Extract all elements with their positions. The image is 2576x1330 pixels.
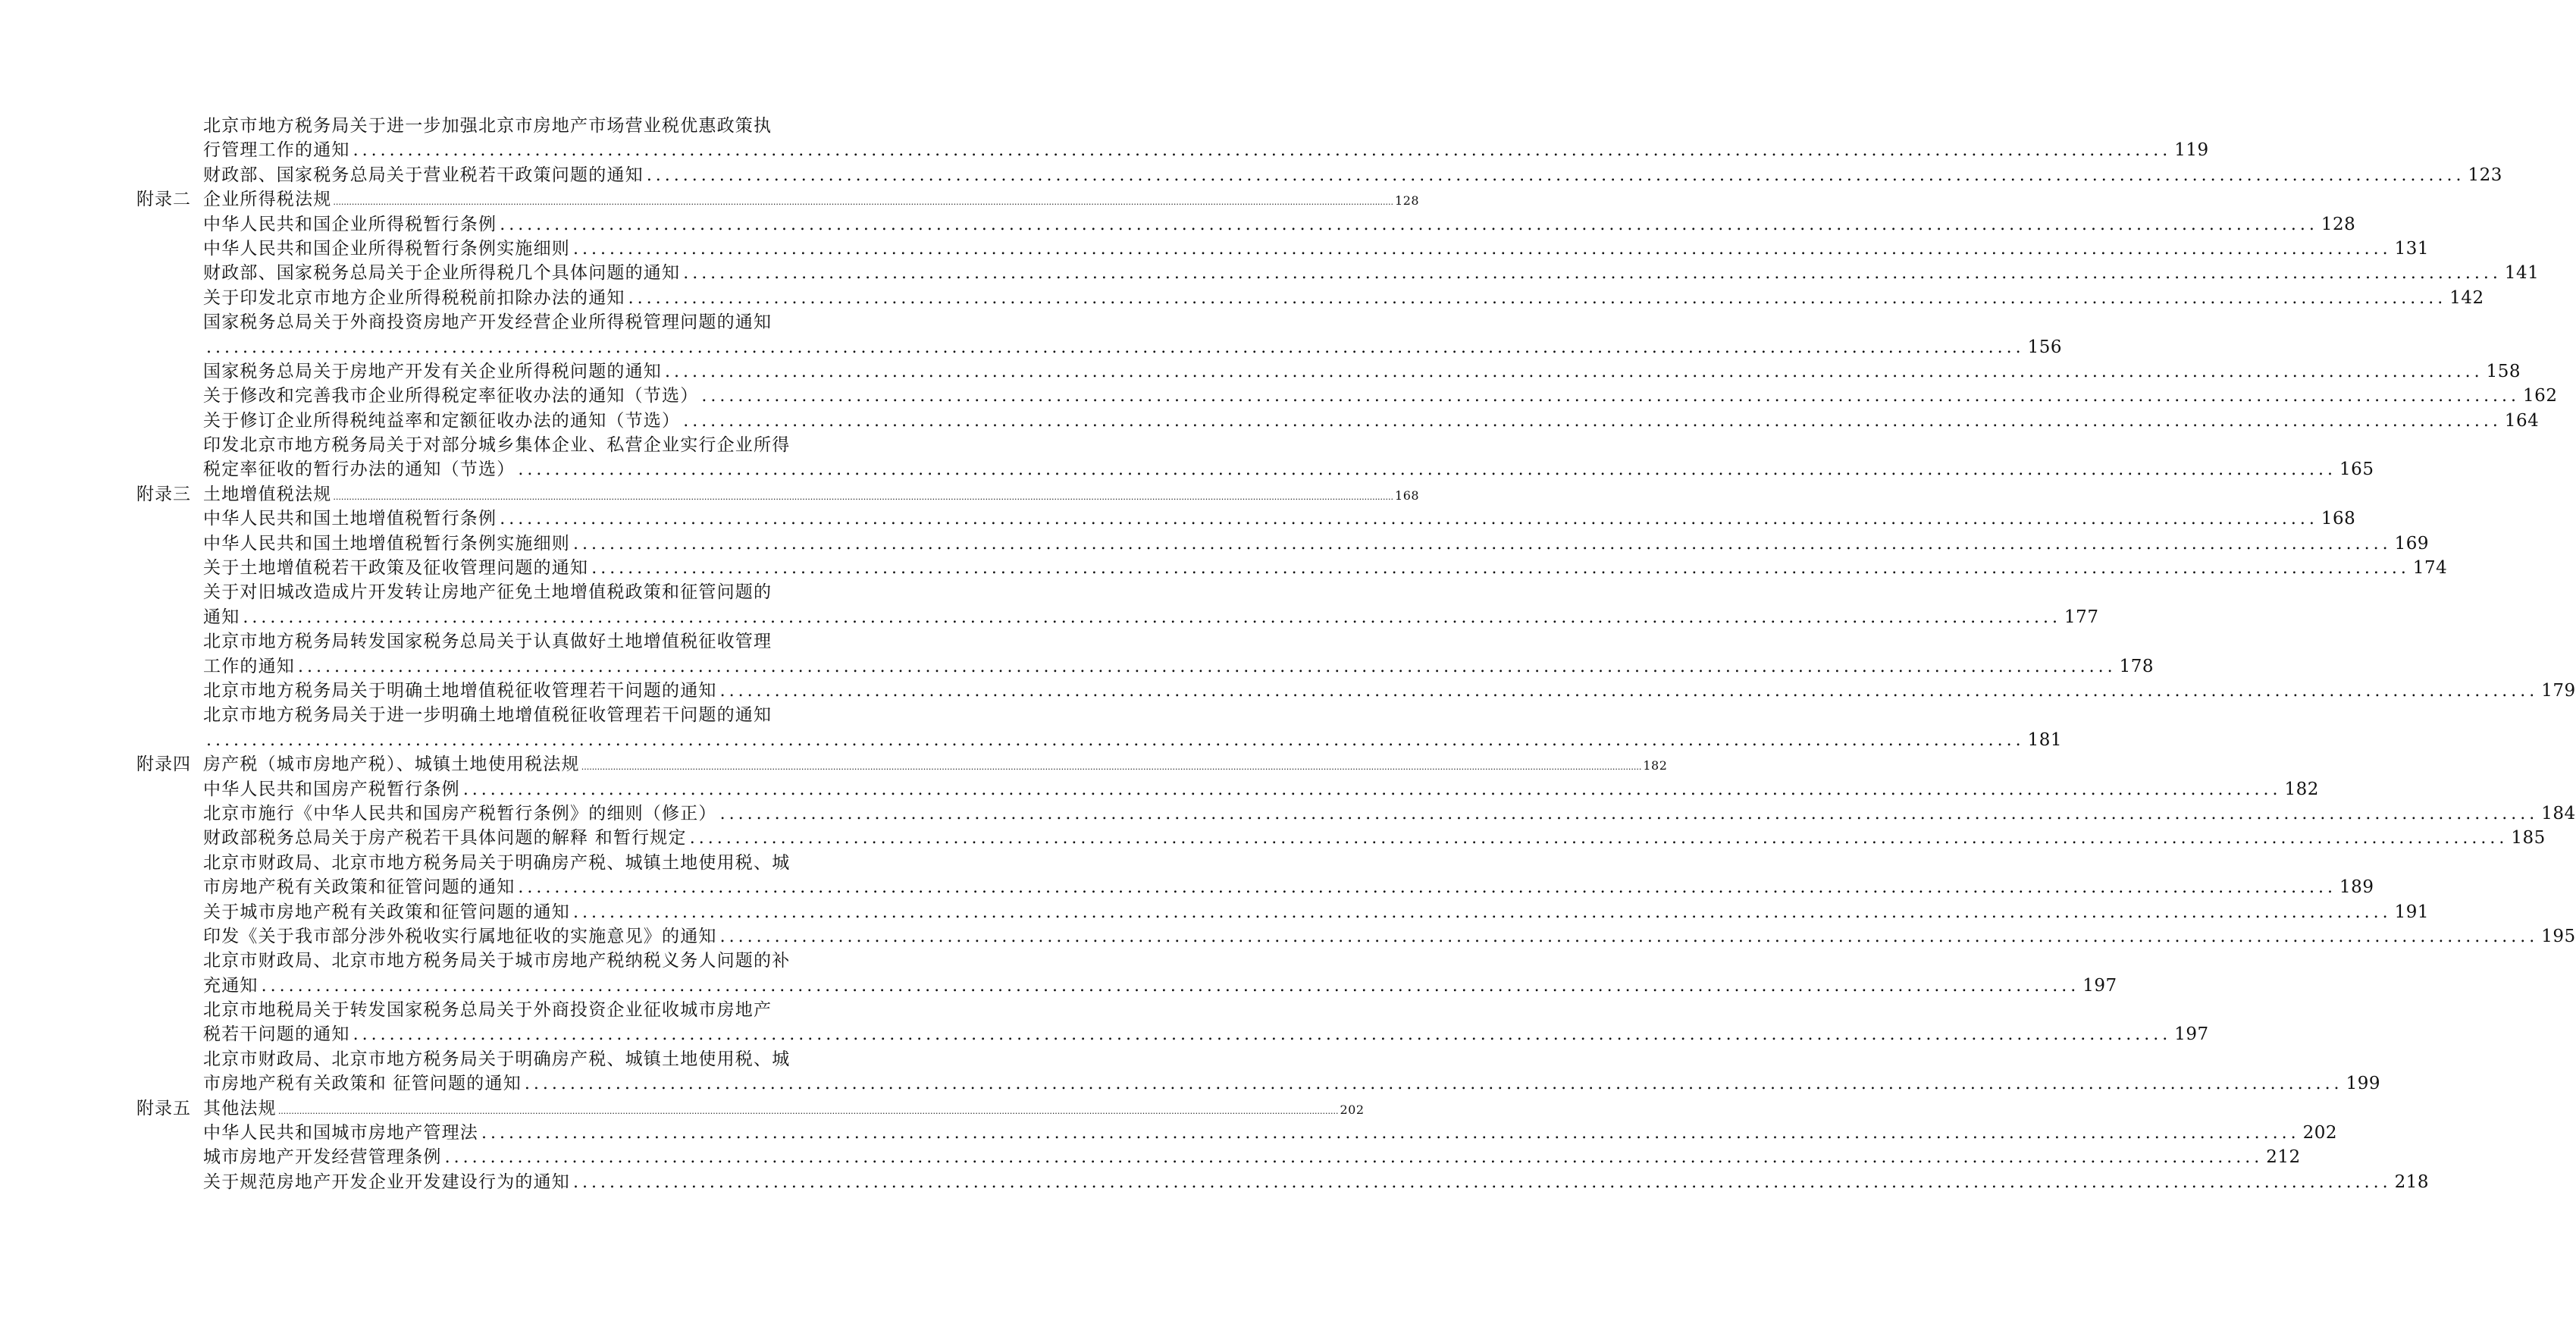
entry-text-row bbox=[203, 507, 2356, 532]
entry-text-row bbox=[203, 237, 2430, 262]
page-number: 184 bbox=[2541, 803, 2576, 823]
entry-title: 北京市地方税务局关于明确土地增值税征收管理若干问题的通知 bbox=[203, 680, 717, 701]
entry-text-row bbox=[203, 654, 2155, 679]
entry-text-row bbox=[203, 138, 2209, 163]
entry-title: 国家税务总局关于房地产开发有关企业所得税问题的通知 bbox=[203, 361, 662, 381]
entry-title: 其他法规 bbox=[203, 1098, 277, 1118]
entry-text-row bbox=[203, 949, 804, 973]
dot-leader: ........................................................................................................................................................................................................ bbox=[481, 1124, 2300, 1143]
entry-text-row bbox=[203, 1096, 1365, 1124]
toc-entry-line bbox=[136, 532, 2430, 556]
dot-leader: ........................................................................................................................................................................................................ bbox=[298, 657, 2117, 676]
dot-leader: ........................................................................................................................................................................................................ bbox=[573, 1172, 2392, 1192]
toc-entry-line bbox=[136, 163, 2502, 187]
entry-title: 北京市财政局、北京市地方税务局关于明确房产税、城镇土地使用税、城 bbox=[203, 1049, 791, 1069]
entry-text-row bbox=[203, 801, 2576, 827]
entry-text-row bbox=[203, 1170, 2430, 1195]
page-number: 182 bbox=[1643, 758, 1668, 773]
entry-title: 中华人民共和国房产税暂行条例 bbox=[203, 779, 460, 799]
entry-title: 税若干问题的通知 bbox=[203, 1024, 350, 1045]
entry-title: 行管理工作的通知 bbox=[203, 140, 350, 161]
entry-title: 关于修订企业所得税纯益率和定额征收办法的通知（节选） bbox=[203, 410, 681, 431]
toc-entry-line bbox=[136, 1170, 2430, 1194]
entry-text-row bbox=[203, 777, 2319, 802]
entry-text-row bbox=[203, 703, 804, 727]
page-number: 123 bbox=[2468, 165, 2502, 185]
entry-title: 中华人民共和国土地增值税暂行条例实施细则 bbox=[203, 533, 570, 554]
entry-text-row bbox=[203, 409, 2540, 434]
entry-title: 税定率征收的暂行办法的通知（节选） bbox=[203, 460, 516, 480]
entry-title: 充通知 bbox=[203, 975, 259, 996]
entry-text-row bbox=[203, 457, 2374, 482]
dot-leader: ........................................................................................................................................................................................................ bbox=[243, 607, 2062, 627]
dot-leader: ................................................................................................................................................................................................................................................................................................................................................................................................................ bbox=[333, 491, 1394, 502]
entry-title: 印发北京市地方税务局关于对部分城乡集体企业、私营企业实行企业所得 bbox=[203, 435, 791, 456]
page-number: 218 bbox=[2394, 1172, 2430, 1192]
toc-entry-line bbox=[136, 310, 804, 334]
dot-leader: ........................................................................................................................................................................................................ bbox=[206, 730, 2025, 750]
page-number: 164 bbox=[2504, 410, 2540, 431]
dot-leader: ........................................................................................................................................................................................................ bbox=[524, 1074, 2343, 1094]
toc-entry-line bbox=[136, 433, 804, 457]
entry-title: 关于对旧城改造成片开发转让房地产征免土地增值税政策和征管问题的 bbox=[203, 582, 772, 603]
toc-entry-line bbox=[136, 777, 2319, 801]
dot-leader: ................................................................................................................................................................................................................................................................................................................................................................................................................ bbox=[277, 1106, 1339, 1116]
entry-text-row bbox=[203, 924, 2576, 949]
page-number: 182 bbox=[2284, 779, 2319, 799]
page-number: 197 bbox=[2174, 1024, 2209, 1045]
entry-title: 北京市地税局关于转发国家税务总局关于外商投资企业征收城市房地产 bbox=[203, 1000, 772, 1021]
entry-text-row bbox=[203, 998, 804, 1022]
page-number: 128 bbox=[1395, 193, 1420, 209]
toc-entry-line bbox=[136, 138, 2209, 162]
appendix-label: 附录四 bbox=[136, 754, 191, 775]
entry-text-row bbox=[203, 679, 2576, 704]
page-number: 141 bbox=[2504, 263, 2540, 284]
entry-text-row bbox=[203, 752, 1668, 779]
toc-entry-line bbox=[136, 286, 2484, 310]
page-number: 181 bbox=[2027, 729, 2063, 750]
toc-entry-line bbox=[136, 261, 2540, 285]
entry-text-row bbox=[203, 1047, 804, 1071]
entry-text-row bbox=[203, 1022, 2209, 1047]
toc-entry-line bbox=[136, 1071, 2380, 1096]
page-number: 162 bbox=[2523, 386, 2558, 406]
dot-leader: ........................................................................................................................................................................................................ bbox=[573, 239, 2392, 259]
dot-leader: ........................................................................................................................................................................................................ bbox=[518, 460, 2337, 480]
entry-title: 房产税（城市房地产税）、城镇土地使用税法规 bbox=[203, 754, 580, 775]
entry-text-row bbox=[203, 875, 2374, 900]
dot-leader: ........................................................................................................................................................................................................ bbox=[573, 902, 2392, 922]
page-number: 199 bbox=[2346, 1074, 2380, 1094]
dot-leader: ........................................................................................................................................................................................................ bbox=[206, 337, 2025, 357]
toc-section-line bbox=[136, 752, 1668, 776]
entry-title: 土地增值税法规 bbox=[203, 484, 332, 504]
appendix-label: 附录五 bbox=[136, 1098, 191, 1118]
entry-title: 中华人民共和国企业所得税暂行条例实施细则 bbox=[203, 238, 570, 259]
toc-entry-line bbox=[136, 949, 804, 973]
entry-text-row bbox=[203, 286, 2484, 311]
entry-text-row bbox=[203, 114, 804, 138]
dot-leader: ........................................................................................................................................................................................................ bbox=[518, 878, 2337, 898]
toc-entry-line bbox=[136, 114, 804, 138]
entry-title: 北京市施行《中华人民共和国房产税暂行条例》的细则（修正） bbox=[203, 803, 717, 823]
entry-text-row bbox=[203, 900, 2430, 925]
toc-entry-line bbox=[136, 359, 2521, 384]
toc-entry-line bbox=[136, 974, 2117, 998]
dot-leader: ........................................................................................................................................................................................................ bbox=[646, 165, 2465, 185]
page-number: 119 bbox=[2174, 140, 2209, 161]
entry-title: 城市房地产开发经营管理条例 bbox=[203, 1147, 442, 1168]
page-number: 177 bbox=[2064, 607, 2099, 627]
entry-title: 财政部税务总局关于房产税若干具体问题的解释 和暂行规定 bbox=[203, 828, 687, 849]
toc-entry-line bbox=[136, 629, 804, 654]
entry-title: 中华人民共和国土地增值税暂行条例 bbox=[203, 509, 497, 529]
toc-entry-line bbox=[136, 237, 2430, 261]
page-number: 168 bbox=[2321, 509, 2356, 529]
toc-entry-line bbox=[136, 826, 2546, 850]
dot-leader: ........................................................................................................................................................................................................ bbox=[719, 927, 2539, 946]
entry-title: 国家税务总局关于外商投资房地产开发经营企业所得税管理问题的通知 bbox=[203, 312, 772, 333]
entry-text-row bbox=[203, 851, 804, 875]
entry-title: 北京市地方税务局关于进一步加强北京市房地产市场营业税优惠政策执 bbox=[203, 116, 772, 136]
dot-leader: ........................................................................................................................................................................................................ bbox=[628, 288, 2447, 308]
entry-text-row bbox=[203, 384, 2558, 409]
toc-entry-line bbox=[136, 1121, 2338, 1145]
toc-entry-line bbox=[136, 924, 2576, 949]
dot-leader: ........................................................................................................................................................................................................ bbox=[573, 534, 2392, 554]
toc-entry-line bbox=[136, 605, 2099, 629]
dot-leader: ........................................................................................................................................................................................................ bbox=[719, 681, 2539, 701]
entry-text-row bbox=[203, 310, 804, 334]
entry-text-row bbox=[203, 335, 2063, 360]
dot-leader: ........................................................................................................................................................................................................ bbox=[689, 829, 2509, 849]
entry-title: 工作的通知 bbox=[203, 656, 295, 676]
entry-title: 关于土地增值税若干政策及征收管理问题的通知 bbox=[203, 558, 589, 579]
toc-entry-line bbox=[136, 457, 2374, 481]
entry-text-row bbox=[203, 556, 2448, 581]
entry-title: 北京市财政局、北京市地方税务局关于明确房产税、城镇土地使用税、城 bbox=[203, 852, 791, 873]
dot-leader: ........................................................................................................................................................................................................ bbox=[701, 387, 2521, 406]
entry-text-row bbox=[203, 629, 804, 654]
dot-leader: ........................................................................................................................................................................................................ bbox=[665, 362, 2484, 381]
entry-title: 通知 bbox=[203, 607, 240, 627]
dot-leader: ................................................................................................................................................................................................................................................................................................................................................................................................................ bbox=[581, 762, 1642, 773]
entry-text-row bbox=[203, 433, 804, 457]
entry-title: 北京市财政局、北京市地方税务局关于城市房地产税纳税义务人问题的补 bbox=[203, 951, 791, 971]
page-number: 158 bbox=[2486, 361, 2521, 381]
toc-entry-line bbox=[136, 384, 2558, 408]
entry-text-row bbox=[203, 212, 2356, 237]
toc-entry-line bbox=[136, 1145, 2301, 1169]
dot-leader: ........................................................................................................................................................................................................ bbox=[500, 215, 2318, 234]
toc-entry-line bbox=[136, 703, 804, 727]
page-number: 142 bbox=[2449, 287, 2484, 308]
page-number: 197 bbox=[2082, 975, 2117, 996]
toc-entry-line bbox=[136, 1022, 2209, 1046]
toc-entry-line bbox=[136, 1047, 804, 1071]
entry-text-row bbox=[203, 605, 2099, 630]
entry-text-row bbox=[203, 580, 804, 604]
entry-title: 印发《关于我市部分涉外税收实行属地征收的实施意见》的通知 bbox=[203, 926, 717, 946]
page-number: 202 bbox=[2302, 1123, 2338, 1143]
toc-section-line bbox=[136, 1096, 1365, 1121]
dot-leader: ........................................................................................................................................................................................................ bbox=[353, 1025, 2172, 1045]
toc-entry-line bbox=[136, 212, 2356, 237]
dot-leader: ................................................................................................................................................................................................................................................................................................................................................................................................................ bbox=[333, 197, 1394, 208]
dot-leader: ........................................................................................................................................................................................................ bbox=[261, 976, 2080, 996]
toc-entry-line bbox=[136, 556, 2448, 580]
toc-entry-line bbox=[136, 335, 2063, 359]
page-number: 165 bbox=[2339, 460, 2374, 480]
dot-leader: ........................................................................................................................................................................................................ bbox=[683, 264, 2502, 284]
dot-leader: ........................................................................................................................................................................................................ bbox=[683, 411, 2502, 431]
toc-entry-line bbox=[136, 728, 2063, 752]
toc-entry-line bbox=[136, 851, 804, 875]
entry-text-row bbox=[203, 1145, 2301, 1170]
toc-section-line bbox=[136, 187, 1420, 212]
appendix-label: 附录三 bbox=[136, 484, 191, 504]
entry-title: 关于修改和完善我市企业所得税定率征收办法的通知（节选） bbox=[203, 386, 699, 406]
entry-title: 企业所得税法规 bbox=[203, 190, 332, 210]
toc-entry-line bbox=[136, 654, 2155, 679]
entry-text-row bbox=[203, 359, 2521, 384]
entry-title: 财政部、国家税务总局关于企业所得税几个具体问题的通知 bbox=[203, 263, 681, 284]
entry-text-row bbox=[203, 728, 2063, 753]
page-number: 156 bbox=[2027, 337, 2063, 357]
page-number: 179 bbox=[2541, 680, 2576, 701]
entry-title: 市房地产税有关政策和征管问题的通知 bbox=[203, 877, 516, 898]
entry-title: 中华人民共和国城市房地产管理法 bbox=[203, 1123, 478, 1143]
entry-text-row bbox=[203, 482, 1420, 510]
toc-entry-line bbox=[136, 998, 804, 1022]
dot-leader: ........................................................................................................................................................................................................ bbox=[444, 1148, 2264, 1168]
entry-title: 市房地产税有关政策和 征管问题的通知 bbox=[203, 1074, 522, 1094]
dot-leader: ........................................................................................................................................................................................................ bbox=[591, 559, 2410, 579]
dot-leader: ........................................................................................................................................................................................................ bbox=[353, 141, 2172, 161]
entry-text-row bbox=[203, 974, 2117, 999]
entry-text-row bbox=[203, 532, 2430, 557]
entry-text-row bbox=[203, 1071, 2380, 1096]
dot-leader: ........................................................................................................................................................................................................ bbox=[462, 779, 2282, 799]
toc-page bbox=[136, 114, 2576, 1194]
toc-entry-line bbox=[136, 801, 2576, 826]
entry-title: 北京市地方税务局转发国家税务总局关于认真做好土地增值税征收管理 bbox=[203, 632, 772, 652]
entry-text-row bbox=[203, 1121, 2338, 1146]
entry-text-row bbox=[203, 187, 1420, 215]
dot-leader: ........................................................................................................................................................................................................ bbox=[719, 804, 2539, 823]
dot-leader: ........................................................................................................................................................................................................ bbox=[500, 510, 2318, 529]
appendix-label: 附录二 bbox=[136, 190, 191, 210]
page-number: 168 bbox=[1395, 488, 1420, 503]
page-number: 174 bbox=[2412, 558, 2448, 579]
page-number: 169 bbox=[2394, 533, 2430, 554]
entry-title: 中华人民共和国企业所得税暂行条例 bbox=[203, 214, 497, 234]
toc-entry-line bbox=[136, 580, 804, 604]
entry-text-row bbox=[203, 163, 2502, 188]
entry-text-row bbox=[203, 261, 2540, 286]
entry-title: 北京市地方税务局关于进一步明确土地增值税征收管理若干问题的通知 bbox=[203, 705, 772, 726]
page-number: 185 bbox=[2511, 828, 2546, 849]
entry-text-row bbox=[203, 826, 2546, 851]
page-number: 189 bbox=[2339, 877, 2374, 898]
entry-title: 关于规范房地产开发企业开发建设行为的通知 bbox=[203, 1172, 570, 1192]
entry-title: 关于城市房地产税有关政策和征管问题的通知 bbox=[203, 902, 570, 922]
toc-entry-line bbox=[136, 679, 2576, 703]
entry-title: 关于印发北京市地方企业所得税税前扣除办法的通知 bbox=[203, 287, 625, 308]
entry-title: 财政部、国家税务总局关于营业税若干政策问题的通知 bbox=[203, 165, 644, 185]
toc-section-line bbox=[136, 482, 1420, 507]
toc-entry-line bbox=[136, 875, 2374, 899]
toc-entry-line bbox=[136, 507, 2356, 531]
toc-entry-line bbox=[136, 409, 2540, 433]
page-number: 128 bbox=[2321, 214, 2356, 234]
page-number: 202 bbox=[1340, 1102, 1365, 1117]
page-number: 191 bbox=[2394, 902, 2430, 922]
toc-entry-line bbox=[136, 900, 2430, 924]
page-number: 195 bbox=[2541, 926, 2576, 946]
page-number: 178 bbox=[2119, 656, 2155, 676]
page-number: 212 bbox=[2266, 1147, 2301, 1168]
page-number: 131 bbox=[2394, 238, 2430, 259]
